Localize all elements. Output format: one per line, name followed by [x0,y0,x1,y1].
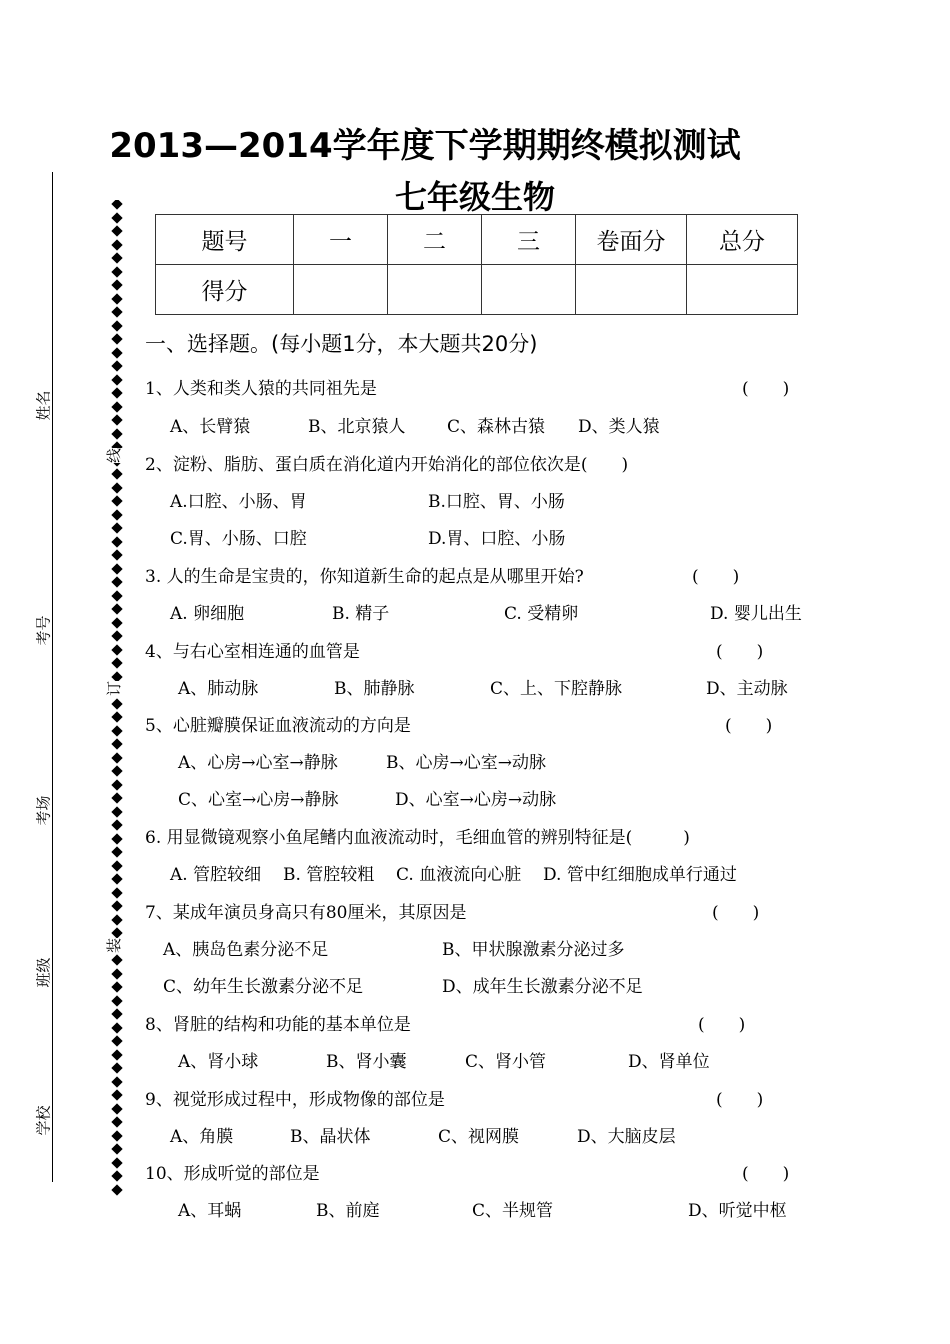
diamond-mark [111,576,122,587]
section-heading: 一、选择题。(每小题1分，本大题共20分) [145,332,538,356]
diamond-mark [111,239,122,250]
option: A.口腔、小肠、胃 [170,492,307,512]
score-table-score-row [156,265,798,315]
diamond-mark [111,522,122,533]
diamond-mark [111,644,122,655]
score-header-cell: 三 [482,215,576,265]
diamond-mark [111,1089,122,1100]
binding-diamond-border [110,200,124,1210]
diamond-mark [111,495,122,506]
diamond-mark [111,536,122,547]
diamond-mark [111,1062,122,1073]
option: D、类人猿 [578,417,660,437]
option: C、心室→心房→静脉 [178,790,339,810]
option: B、甲状腺激素分泌过多 [442,940,625,960]
option: A. 管腔较细 [170,865,262,885]
diamond-mark [111,833,122,844]
option: A、耳蜗 [178,1201,242,1221]
diamond-mark [111,1130,122,1141]
score-header-cell: 题号 [156,215,294,265]
cut-mark-mount: 装 [105,937,124,954]
diamond-mark [111,617,122,628]
diamond-mark [111,1184,122,1195]
option: B、肺静脉 [334,679,415,699]
diamond-mark [111,954,122,965]
diamond-mark [111,1103,122,1114]
option: D、成年生长激素分泌不足 [442,977,643,997]
option: C、半规管 [472,1201,554,1221]
option: D、肾单位 [628,1052,710,1072]
question-6: 6. 用显微镜观察小鱼尾鳍内血液流动时，毛细血管的辨别特征是( ) [145,828,690,848]
diamond-mark [111,333,122,344]
diamond-mark [111,374,122,385]
diamond-mark [111,819,122,830]
diamond-mark [111,738,122,749]
score-input-cell[interactable] [388,265,482,315]
score-header-cell: 一 [294,215,388,265]
option: B、北京猿人 [308,417,406,437]
score-header-cell: 二 [388,215,482,265]
option: C、肾小管 [465,1052,547,1072]
diamond-mark [111,563,122,574]
diamond-mark [111,860,122,871]
page-subtitle: 七年级生物 [394,178,555,216]
margin-label-exam-room: 考场 [34,795,53,826]
diamond-mark [111,711,122,722]
answer-paren[interactable]: ( ) [742,1164,790,1184]
diamond-mark [111,1049,122,1060]
option: C、视网膜 [438,1127,520,1147]
margin-label-school: 学校 [34,1105,53,1136]
diamond-mark [111,995,122,1006]
score-input-cell[interactable] [482,265,576,315]
diamond-mark [111,630,122,641]
option: C、上、下腔静脉 [490,679,623,699]
diamond-mark [111,887,122,898]
diamond-mark [111,765,122,776]
option: A. 卵细胞 [170,604,245,624]
question-7: 7、某成年演员身高只有80厘米，其原因是 [145,903,467,923]
binding-line-left [52,172,53,1182]
answer-paren[interactable]: ( ) [716,1090,764,1110]
diamond-mark [111,279,122,290]
question-9: 9、视觉形成过程中，形成物像的部位是 [145,1090,445,1110]
option: C. 受精卵 [504,604,579,624]
option: D.胃、口腔、小肠 [428,529,566,549]
answer-paren[interactable]: ( ) [742,379,790,399]
diamond-mark [111,360,122,371]
question-5: 5、心脏瓣膜保证血液流动的方向是 [145,716,411,736]
diamond-mark [111,1076,122,1087]
option: C.胃、小肠、口腔 [170,529,307,549]
diamond-mark [111,1035,122,1046]
diamond-mark [111,698,122,709]
diamond-mark [111,900,122,911]
option: A、角膜 [170,1127,234,1147]
option: C. 血液流向心脏 [396,865,522,885]
score-input-cell[interactable] [576,265,687,315]
margin-label-exam-number: 考号 [34,615,53,646]
answer-paren[interactable]: ( ) [716,642,764,662]
option: D. 婴儿出生 [710,604,802,624]
diamond-mark [111,1022,122,1033]
diamond-mark [111,846,122,857]
option: A、胰岛色素分泌不足 [163,940,329,960]
option: B、晶状体 [290,1127,371,1147]
question-10: 10、形成听觉的部位是 [145,1164,320,1184]
diamond-mark [111,306,122,317]
diamond-mark [111,779,122,790]
answer-paren[interactable]: ( ) [712,903,760,923]
score-input-cell[interactable] [687,265,798,315]
cut-mark-bind: 订 [105,680,124,697]
diamond-mark [111,1008,122,1019]
option: B、肾小囊 [326,1052,407,1072]
diamond-mark [111,1143,122,1154]
option: B. 精子 [332,604,390,624]
diamond-mark [111,1170,122,1181]
question-4: 4、与右心室相连通的血管是 [145,642,360,662]
diamond-mark [111,981,122,992]
diamond-mark [111,482,122,493]
diamond-mark [111,320,122,331]
answer-paren[interactable]: ( ) [725,716,773,736]
diamond-mark [111,401,122,412]
score-table [155,214,798,315]
question-8: 8、肾脏的结构和功能的基本单位是 [145,1015,411,1035]
option: B. 管腔较粗 [283,865,375,885]
option: A、心房→心室→静脉 [178,753,338,773]
answer-paren[interactable]: ( ) [698,1015,746,1035]
diamond-mark [111,468,122,479]
option: D、听觉中枢 [688,1201,787,1221]
option: B、前庭 [316,1201,380,1221]
score-header-cell: 卷面分 [576,215,687,265]
diamond-mark [111,806,122,817]
answer-paren[interactable]: ( ) [692,567,740,587]
diamond-mark [111,387,122,398]
margin-label-name: 姓名 [34,390,53,421]
diamond-mark [111,873,122,884]
diamond-mark [111,293,122,304]
option: D、主动脉 [706,679,788,699]
diamond-mark [111,603,122,614]
option: D、大脑皮层 [577,1127,676,1147]
diamond-mark [111,968,122,979]
page-title: 2013—2014学年度下学期期终模拟测试 [109,126,741,166]
option: A、肾小球 [178,1052,259,1072]
option: C、森林古猿 [447,417,546,437]
option: D、心室→心房→动脉 [395,790,557,810]
option: A、长臂猿 [170,417,251,437]
diamond-mark [111,1157,122,1168]
diamond-mark [111,509,122,520]
score-input-cell[interactable] [294,265,388,315]
score-row-label: 得分 [156,265,294,315]
diamond-mark [111,590,122,601]
question-3: 3. 人的生命是宝贵的，你知道新生命的起点是从哪里开始? [145,567,584,587]
option: B、心房→心室→动脉 [386,753,546,773]
score-header-cell: 总分 [687,215,798,265]
option: A、肺动脉 [178,679,259,699]
option: B.口腔、胃、小肠 [428,492,565,512]
margin-label-class: 班级 [34,957,53,988]
diamond-mark [111,914,122,925]
diamond-mark [111,225,122,236]
diamond-mark [111,752,122,763]
diamond-mark [111,927,122,938]
option: D. 管中红细胞成单行通过 [543,865,737,885]
diamond-mark [111,252,122,263]
diamond-mark [111,657,122,668]
diamond-mark [111,428,122,439]
diamond-mark [111,1116,122,1127]
diamond-mark [111,725,122,736]
question-1: 1、人类和类人猿的共同祖先是 [145,379,377,399]
diamond-mark [111,549,122,560]
option: C、幼年生长激素分泌不足 [163,977,364,997]
score-table-header-row [156,215,798,265]
diamond-mark [111,414,122,425]
diamond-mark [111,792,122,803]
cut-mark-line: 线 [105,447,124,464]
question-2: 2、淀粉、脂肪、蛋白质在消化道内开始消化的部位依次是( ) [145,455,629,475]
diamond-mark [111,347,122,358]
diamond-mark [111,266,122,277]
